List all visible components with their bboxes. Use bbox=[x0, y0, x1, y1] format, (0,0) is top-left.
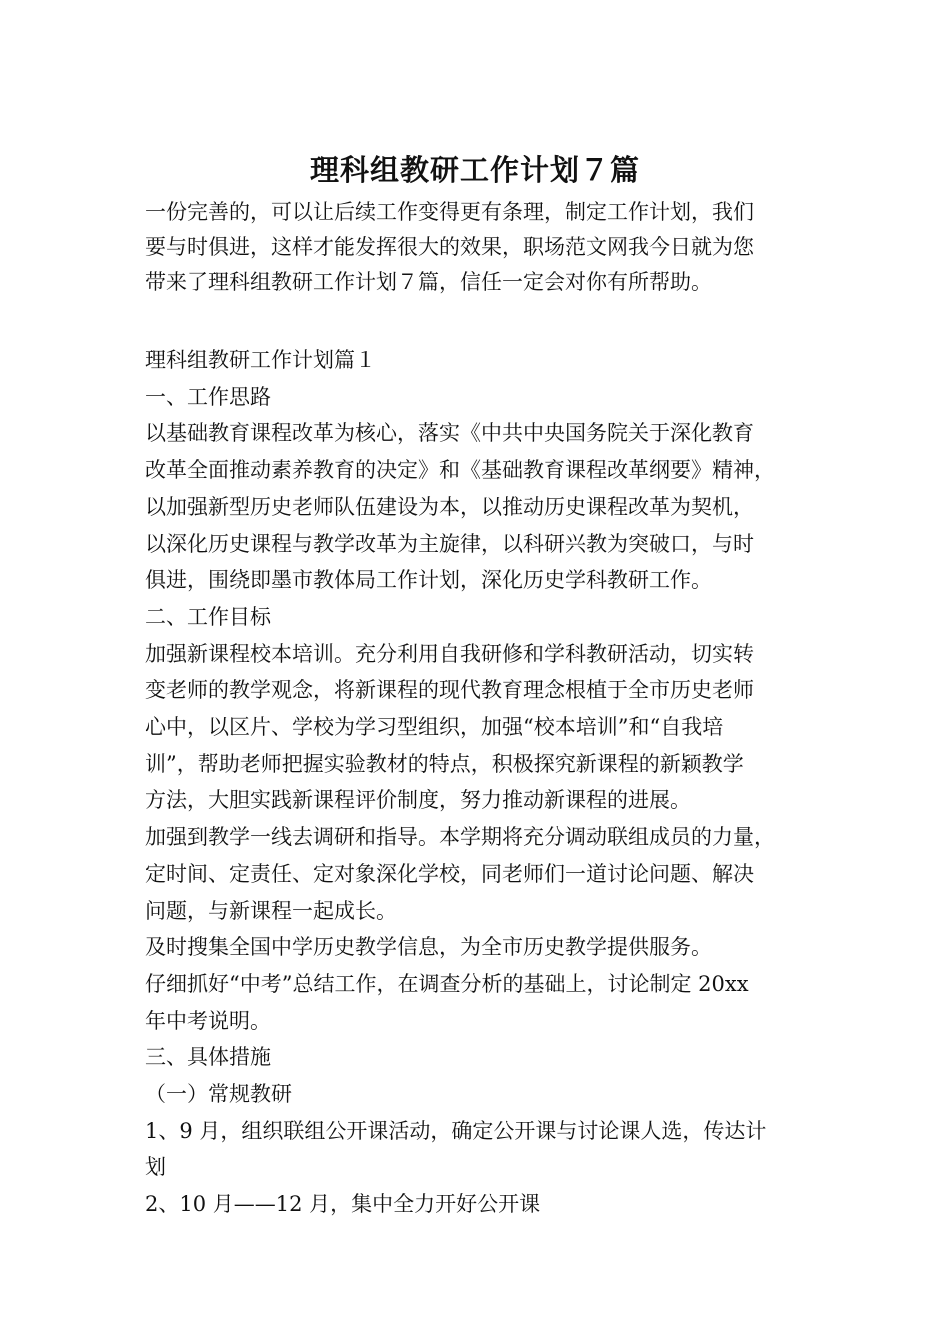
subsection-heading: 一、工作思路 bbox=[145, 384, 271, 409]
body-line: 方法，大胆实践新课程评价制度，努力推动新课程的进展。 bbox=[145, 788, 691, 813]
intro-line: 要与时俱进，这样才能发挥很大的效果，职场范文网我今日就为您 bbox=[145, 235, 754, 259]
list-item: 2、10 月——12 月，集中全力开好公开课 bbox=[145, 1192, 541, 1217]
list-item-continuation: 划 bbox=[145, 1155, 166, 1180]
body-line: 以基础教育课程改革为核心，落实《中共中央国务院关于深化教育 bbox=[145, 421, 754, 446]
body-line: 训”，帮助老师把握实验教材的特点，积极探究新课程的新颖教学 bbox=[145, 751, 744, 776]
document-body bbox=[145, 342, 825, 1223]
subsection-heading: 三、具体措施 bbox=[145, 1045, 271, 1070]
subsection-heading: 二、工作目标 bbox=[145, 604, 271, 629]
body-line: 改革全面推动素养教育的决定》和《基础教育课程改革纲要》精神， bbox=[145, 458, 775, 483]
intro-paragraph bbox=[145, 195, 815, 300]
section-heading: 理科组教研工作计划篇１ bbox=[145, 348, 376, 372]
body-line: 年中考说明。 bbox=[145, 1008, 271, 1033]
body-line: 问题，与新课程一起成长。 bbox=[145, 898, 397, 923]
sub-subsection-heading: （一）常规教研 bbox=[145, 1082, 292, 1107]
list-item: 1、9 月，组织联组公开课活动，确定公开课与讨论课人选，传达计 bbox=[145, 1118, 767, 1143]
document-title: 理科组教研工作计划７篇 bbox=[309, 153, 640, 188]
body-line: 俱进，围绕即墨市教体局工作计划，深化历史学科教研工作。 bbox=[145, 568, 712, 593]
body-line: 仔细抓好“中考”总结工作，在调查分析的基础上，讨论制定 20xx bbox=[145, 971, 749, 996]
body-line: 心中，以区片、学校为学习型组织，加强“校本培训”和“自我培 bbox=[145, 715, 724, 740]
intro-line: 带来了理科组教研工作计划７篇，信任一定会对你有所帮助。 bbox=[145, 270, 712, 294]
body-line: 加强到教学一线去调研和指导。本学期将充分调动联组成员的力量， bbox=[145, 825, 775, 850]
body-line: 以加强新型历史老师队伍建设为本，以推动历史课程改革为契机， bbox=[145, 494, 754, 519]
body-line: 定时间、定责任、定对象深化学校，同老师们一道讨论问题、解决 bbox=[145, 861, 754, 886]
intro-line: 一份完善的，可以让后续工作变得更有条理，制定工作计划，我们 bbox=[145, 200, 754, 224]
body-line: 及时搜集全国中学历史教学信息，为全市历史教学提供服务。 bbox=[145, 935, 712, 960]
body-line: 变老师的教学观念，将新课程的现代教育理念根植于全市历史老师 bbox=[145, 678, 754, 703]
body-line: 以深化历史课程与教学改革为主旋律，以科研兴教为突破口，与时 bbox=[145, 531, 754, 556]
body-line: 加强新课程校本培训。充分利用自我研修和学科教研活动，切实转 bbox=[145, 641, 754, 666]
